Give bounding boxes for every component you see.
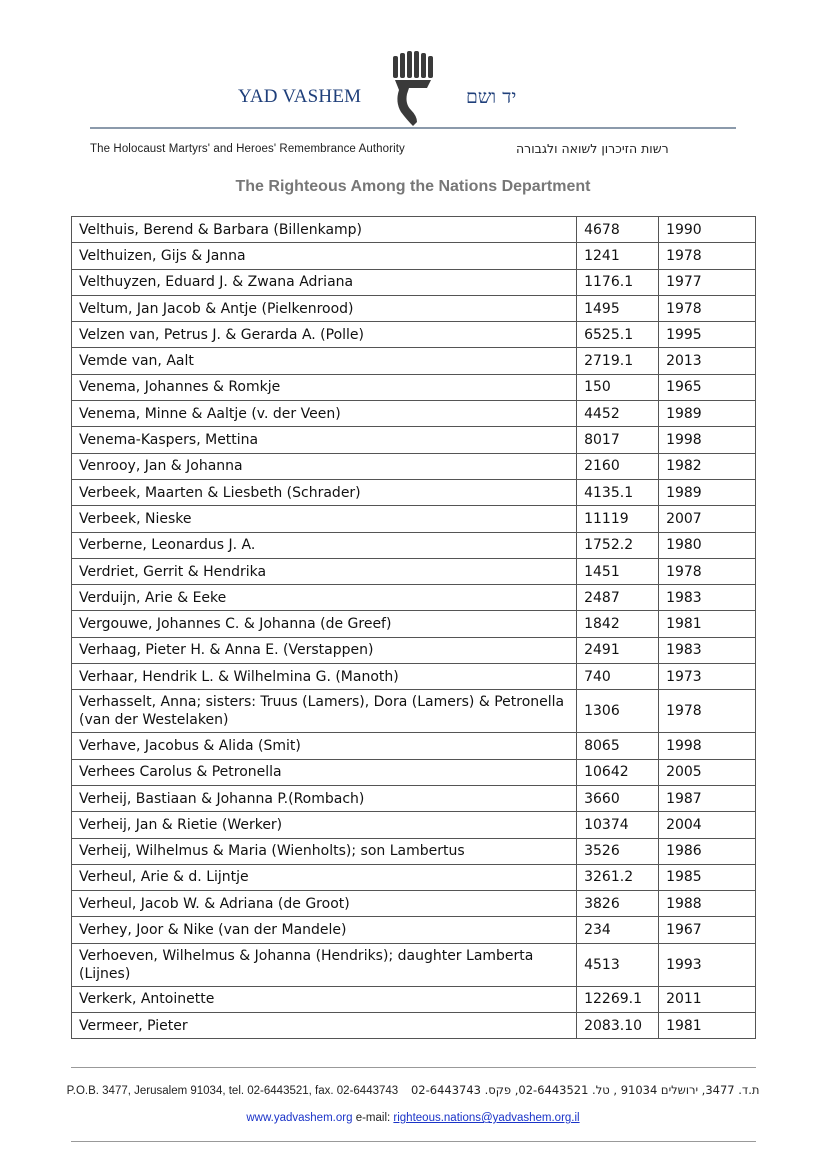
logo-text-english: YAD VASHEM <box>238 86 362 107</box>
table-row <box>72 348 756 374</box>
name-cell: Vergouwe, Johannes C. & Johanna (de Greef) <box>72 611 577 637</box>
footer-address <box>0 1083 826 1097</box>
name-cell: Vermeer, Pieter <box>72 1013 577 1039</box>
file-number-cell: 4135.1 <box>577 479 659 505</box>
year-cell: 1978 <box>659 295 756 321</box>
table-row <box>72 322 756 348</box>
name-cell: Verheij, Wilhelmus & Maria (Wienholts); son Lambertus <box>72 838 577 864</box>
footer-divider-top <box>71 1067 756 1068</box>
file-number-cell: 1241 <box>577 243 659 269</box>
name-cell: Verkerk, Antoinette <box>72 986 577 1012</box>
menorah-logo-icon <box>387 50 437 128</box>
file-number-cell: 1495 <box>577 295 659 321</box>
file-number-cell: 2491 <box>577 637 659 663</box>
header-divider <box>90 127 736 129</box>
year-cell: 1983 <box>659 637 756 663</box>
file-number-cell: 3261.2 <box>577 864 659 890</box>
file-number-cell: 1306 <box>577 690 659 733</box>
table-row <box>72 759 756 785</box>
year-cell: 2005 <box>659 759 756 785</box>
name-cell: Velzen van, Petrus J. & Gerarda A. (Polle) <box>72 322 577 348</box>
year-cell: 1989 <box>659 401 756 427</box>
year-cell: 1988 <box>659 891 756 917</box>
year-cell: 1989 <box>659 479 756 505</box>
name-cell: Verheij, Jan & Rietie (Werker) <box>72 812 577 838</box>
name-cell: Verheij, Bastiaan & Johanna P.(Rombach) <box>72 785 577 811</box>
table-row <box>72 812 756 838</box>
file-number-cell: 11119 <box>577 506 659 532</box>
website-link[interactable]: www.yadvashem.org <box>246 1112 353 1124</box>
file-number-cell: 2160 <box>577 453 659 479</box>
table-row <box>72 427 756 453</box>
name-cell: Verdriet, Gerrit & Hendrika <box>72 558 577 584</box>
year-cell: 2004 <box>659 812 756 838</box>
table-row <box>72 506 756 532</box>
name-cell: Veltum, Jan Jacob & Antje (Pielkenrood) <box>72 295 577 321</box>
footer-contact <box>0 1112 826 1124</box>
name-cell: Verbeek, Nieske <box>72 506 577 532</box>
file-number-cell: 10374 <box>577 812 659 838</box>
file-number-cell: 8017 <box>577 427 659 453</box>
page-title: The Righteous Among the Nations Department <box>235 178 591 195</box>
file-number-cell: 2083.10 <box>577 1013 659 1039</box>
year-cell: 1985 <box>659 864 756 890</box>
name-cell: Verhey, Joor & Nike (van der Mandele) <box>72 917 577 943</box>
year-cell: 1977 <box>659 269 756 295</box>
table-row <box>72 585 756 611</box>
footer-divider-bottom <box>71 1141 756 1142</box>
letterhead <box>0 0 826 170</box>
file-number-cell: 3660 <box>577 785 659 811</box>
year-cell: 1998 <box>659 427 756 453</box>
name-cell: Venema, Johannes & Romkje <box>72 374 577 400</box>
name-cell: Verbeek, Maarten & Liesbeth (Schrader) <box>72 479 577 505</box>
table-row <box>72 401 756 427</box>
file-number-cell: 3826 <box>577 891 659 917</box>
file-number-cell: 6525.1 <box>577 322 659 348</box>
name-cell: Verhees Carolus & Petronella <box>72 759 577 785</box>
table-row <box>72 453 756 479</box>
year-cell: 1998 <box>659 733 756 759</box>
table-row <box>72 943 756 986</box>
year-cell: 1982 <box>659 453 756 479</box>
file-number-cell: 2719.1 <box>577 348 659 374</box>
year-cell: 1978 <box>659 690 756 733</box>
name-cell: Venema, Minne & Aaltje (v. der Veen) <box>72 401 577 427</box>
table-row <box>72 1013 756 1039</box>
logo-text-hebrew: יד ושם <box>466 86 517 108</box>
authority-name-english: The Holocaust Martyrs' and Heroes' Remembrance Authority <box>90 143 405 155</box>
year-cell: 2007 <box>659 506 756 532</box>
table-row <box>72 217 756 243</box>
table-row <box>72 891 756 917</box>
year-cell: 1967 <box>659 917 756 943</box>
table-row <box>72 532 756 558</box>
file-number-cell: 10642 <box>577 759 659 785</box>
table-row <box>72 917 756 943</box>
name-cell: Verhoeven, Wilhelmus & Johanna (Hendriks); daughter Lamberta (Lijnes) <box>72 943 577 986</box>
file-number-cell: 3526 <box>577 838 659 864</box>
righteous-table <box>71 216 756 1039</box>
table-row <box>72 986 756 1012</box>
table-row <box>72 864 756 890</box>
year-cell: 2011 <box>659 986 756 1012</box>
year-cell: 1986 <box>659 838 756 864</box>
year-cell: 1981 <box>659 611 756 637</box>
year-cell: 1981 <box>659 1013 756 1039</box>
year-cell: 1973 <box>659 664 756 690</box>
table-row <box>72 269 756 295</box>
name-cell: Verhave, Jacobus & Alida (Smit) <box>72 733 577 759</box>
table-row <box>72 479 756 505</box>
name-cell: Velthuyzen, Eduard J. & Zwana Adriana <box>72 269 577 295</box>
name-cell: Verberne, Leonardus J. A. <box>72 532 577 558</box>
file-number-cell: 740 <box>577 664 659 690</box>
file-number-cell: 1752.2 <box>577 532 659 558</box>
table-row <box>72 785 756 811</box>
table-row <box>72 637 756 663</box>
table-row <box>72 733 756 759</box>
table-row <box>72 664 756 690</box>
email-label: e-mail: <box>355 1112 391 1124</box>
year-cell: 1980 <box>659 532 756 558</box>
year-cell: 1978 <box>659 558 756 584</box>
year-cell: 1978 <box>659 243 756 269</box>
file-number-cell: 4513 <box>577 943 659 986</box>
file-number-cell: 234 <box>577 917 659 943</box>
file-number-cell: 8065 <box>577 733 659 759</box>
year-cell: 1995 <box>659 322 756 348</box>
file-number-cell: 150 <box>577 374 659 400</box>
file-number-cell: 12269.1 <box>577 986 659 1012</box>
name-cell: Verhaar, Hendrik L. & Wilhelmina G. (Manoth) <box>72 664 577 690</box>
table-row <box>72 690 756 733</box>
year-cell: 2013 <box>659 348 756 374</box>
name-cell: Verhaag, Pieter H. & Anna E. (Verstappen) <box>72 637 577 663</box>
file-number-cell: 4452 <box>577 401 659 427</box>
file-number-cell: 2487 <box>577 585 659 611</box>
year-cell: 1990 <box>659 217 756 243</box>
name-cell: Verheul, Jacob W. & Adriana (de Groot) <box>72 891 577 917</box>
table-row <box>72 243 756 269</box>
file-number-cell: 1451 <box>577 558 659 584</box>
email-link[interactable]: righteous.nations@yadvashem.org.il <box>393 1112 580 1124</box>
table-row <box>72 558 756 584</box>
name-cell: Verduijn, Arie & Eeke <box>72 585 577 611</box>
table-row <box>72 838 756 864</box>
file-number-cell: 1176.1 <box>577 269 659 295</box>
address-english: P.O.B. 3477, Jerusalem 91034, tel. 02-6443521, fax. 02-6443743 <box>66 1085 399 1097</box>
year-cell: 1983 <box>659 585 756 611</box>
table-row <box>72 374 756 400</box>
name-cell: Verhasselt, Anna; sisters: Truus (Lamers), Dora (Lamers) & Petronella (van der Westelaken) <box>72 690 577 733</box>
year-cell: 1965 <box>659 374 756 400</box>
table-row <box>72 611 756 637</box>
name-cell: Vemde van, Aalt <box>72 348 577 374</box>
name-cell: Velthuis, Berend & Barbara (Billenkamp) <box>72 217 577 243</box>
table-row <box>72 295 756 321</box>
year-cell: 1987 <box>659 785 756 811</box>
file-number-cell: 1842 <box>577 611 659 637</box>
authority-name-hebrew: רשות הזיכרון לשואה ולגבורה <box>516 141 669 156</box>
name-cell: Velthuizen, Gijs & Janna <box>72 243 577 269</box>
file-number-cell: 4678 <box>577 217 659 243</box>
address-hebrew: ת.ד. 3477, ירושלים 91034 , טל. 02-6443521, פקס. 02-6443743 <box>410 1083 760 1097</box>
name-cell: Verheul, Arie & d. Lijntje <box>72 864 577 890</box>
name-cell: Venema-Kaspers, Mettina <box>72 427 577 453</box>
year-cell: 1993 <box>659 943 756 986</box>
name-cell: Venrooy, Jan & Johanna <box>72 453 577 479</box>
